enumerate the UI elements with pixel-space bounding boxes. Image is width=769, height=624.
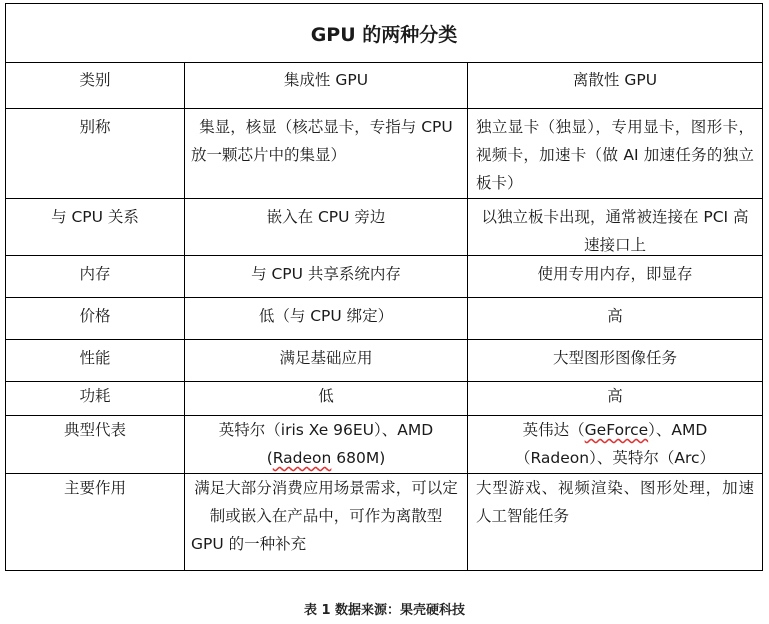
integrated-line-1: 英特尔（iris Xe 96EU）、AMD (218, 421, 434, 439)
row-label: 别称 (6, 109, 185, 198)
discrete-cell: 独立显卡（独显），专用显卡，图形卡，视频卡，加速卡（做 AI 加速任务的独立板卡） (476, 118, 754, 192)
table-title: GPU 的两种分类 (6, 4, 762, 63)
table-row (6, 109, 762, 199)
table-row (6, 340, 762, 382)
discrete-cell: 大型图形图像任务 (552, 349, 677, 367)
row-label: 性能 (6, 340, 185, 381)
table-row (6, 382, 762, 416)
discrete-cell: 大型游戏、视频渲染、图形处理，加速人工智能任务 (476, 479, 754, 525)
header-category: 类别 (6, 62, 185, 108)
table-row (6, 416, 762, 474)
discrete-line-2: （Radeon）、英特尔（Arc） (514, 449, 716, 467)
geforce-text: GeForce (584, 421, 649, 439)
radeon-text: Radeon (272, 449, 332, 467)
integrated-cell: 低 (185, 382, 468, 415)
table-row (6, 256, 762, 298)
integrated-line-2 (191, 444, 461, 472)
gpu-comparison-table (5, 3, 763, 571)
integrated-cell (185, 416, 468, 473)
header-integrated: 集成性 GPU (185, 62, 468, 108)
table-row (6, 298, 762, 340)
row-label: 主要作用 (6, 474, 185, 570)
integrated-cell: 低（与 CPU 绑定） (185, 298, 468, 339)
row-label: 价格 (6, 298, 185, 339)
table-caption: 表 1 数据来源：果壳硬科技 (303, 603, 466, 618)
amd-text: ）、AMD (648, 421, 708, 439)
table-row (6, 474, 762, 570)
discrete-cell (468, 416, 762, 473)
integrated-cell: 满足基础应用 (185, 340, 468, 381)
discrete-cell: 高 (607, 307, 623, 325)
row-label: 典型代表 (6, 416, 185, 473)
discrete-line-1 (476, 416, 754, 444)
row-label: 功耗 (6, 382, 185, 415)
integrated-cell: 嵌入在 CPU 旁边 (185, 199, 468, 255)
header-discrete: 离散性 GPU (572, 71, 658, 89)
integrated-cell: 集显，核显（核芯显卡，专指与 CPU 放一颗芯片中的集显） (185, 109, 468, 198)
row-label: 与 CPU 关系 (6, 199, 185, 255)
nvidia-text: 英伟达（ (522, 421, 585, 439)
integrated-cell: 与 CPU 共享系统内存 (185, 256, 468, 297)
discrete-cell: 高 (607, 387, 623, 405)
discrete-cell: 使用专用内存，即显存 (537, 265, 693, 283)
table-row (6, 199, 762, 256)
paren-open: ( (266, 449, 273, 467)
table-header-row (6, 62, 762, 109)
discrete-cell: 以独立板卡出现，通常被连接在 PCI 高速接口上 (481, 208, 749, 254)
integrated-cell: 满足大部分消费应用场景需求，可以定制或嵌入在产品中，可作为离散型 GPU 的一种补充 (185, 474, 468, 570)
row-label: 内存 (6, 256, 185, 297)
model-text: 680M) (331, 449, 386, 467)
